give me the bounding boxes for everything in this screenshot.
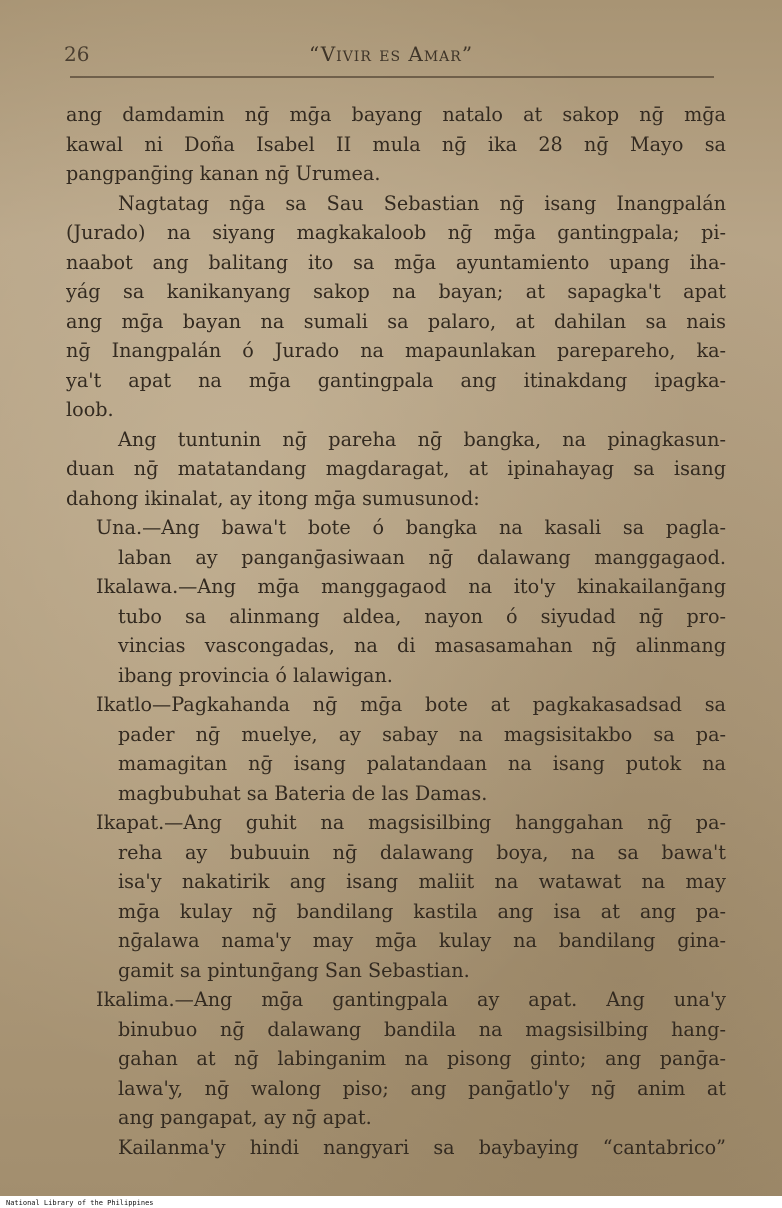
running-title: “Vivir es Amar” <box>308 42 474 66</box>
list-item-line: isa'y nakatirik ang isang maliit na watawat na may <box>118 870 726 893</box>
list-item-line: Ikapat.—Ang guhit na magsisilbing hanggahan nḡ pa- <box>96 811 726 834</box>
text-line: yág sa kanikanyang sakop na bayan; at sapagka't apat <box>66 280 726 303</box>
list-item-line: Ikatlo—Pagkahanda nḡ mḡa bote at pagkakasadsad sa <box>96 693 726 716</box>
text-line: dahong ikinalat, ay itong mḡa sumusunod: <box>66 486 480 510</box>
text-line: ang damdamin nḡ mḡa bayang natalo at sakop nḡ mḡa <box>66 103 726 126</box>
list-item-line: gahan at nḡ labinganim na pisong ginto; ang panḡa- <box>118 1047 726 1070</box>
text-line: Kailanma'y hindi nangyari sa baybaying “cantabrico” <box>118 1135 726 1159</box>
list-item-line: mamagitan nḡ isang palatandaan na isang putok na <box>118 752 726 775</box>
text-line: Nagtatag nḡa sa Sau Sebastian nḡ isang Inangpalán <box>118 191 726 215</box>
text-line: ya't apat na mḡa gantingpala ang itinakdang ipagka- <box>66 368 726 392</box>
page-header <box>0 36 782 70</box>
list-item-line: Ikalawa.—Ang mḡa manggagaod na ito'y kinakailanḡang <box>96 575 726 598</box>
page-number: 26 <box>64 42 90 66</box>
header-rule <box>70 76 714 78</box>
list-item-line: magbubuhat sa Bateria de las Damas. <box>118 781 488 805</box>
text-line: loob. <box>66 398 114 421</box>
text-line: Ang tuntunin nḡ pareha nḡ bangka, na pinagkasun- <box>118 427 726 451</box>
list-item-line: gamit sa pintunḡang San Sebastian. <box>118 958 470 982</box>
list-item-line: lawa'y, nḡ walong piso; ang panḡatlo'y nḡ anim at <box>118 1076 726 1100</box>
list-item-line: laban ay panganḡasiwaan nḡ dalawang manggagaod. <box>118 545 726 569</box>
list-item-line: reha ay bubuuin nḡ dalawang boya, na sa bawa't <box>118 840 726 864</box>
list-item-line: mḡa kulay nḡ bandilang kastila ang isa at ang pa- <box>118 899 726 923</box>
list-item-line: Una.—Ang bawa't bote ó bangka na kasali sa pagla- <box>96 516 726 539</box>
text-line: kawal ni Doña Isabel II mula nḡ ika 28 nḡ Mayo sa <box>66 132 726 156</box>
scan-credit: National Library of the Philippines <box>6 1199 154 1207</box>
list-item-line: pader nḡ muelye, ay sabay na magsisitakbo sa pa- <box>118 722 726 746</box>
text-line: (Jurado) na siyang magkakaloob nḡ mḡa gantingpala; pi- <box>66 221 726 244</box>
text-line: ang mḡa bayan na sumali sa palaro, at dahilan sa nais <box>66 309 726 333</box>
text-line: pangpanḡing kanan nḡ Urumea. <box>66 162 381 185</box>
list-item-line: ibang provincia ó lalawigan. <box>118 663 393 687</box>
list-item-line: nḡalawa nama'y may mḡa kulay na bandilang gina- <box>118 929 726 952</box>
text-line: duan nḡ matatandang magdaragat, at ipinahayag sa isang <box>66 457 726 480</box>
page-body <box>66 100 726 1162</box>
list-item-line: vincias vascongadas, na di masasamahan nḡ alinmang <box>118 634 726 657</box>
list-item-line: Ikalima.—Ang mḡa gantingpala ay apat. Ang una'y <box>96 988 726 1011</box>
list-item-line: binubuo nḡ dalawang bandila na magsisilbing hang- <box>118 1017 726 1041</box>
list-item-line: ang pangapat, ay nḡ apat. <box>118 1106 372 1129</box>
text-line: nḡ Inangpalán ó Jurado na mapaunlakan parepareho, ka- <box>66 339 726 362</box>
text-line: naabot ang balitang ito sa mḡa ayuntamiento upang iha- <box>66 250 726 274</box>
list-item-line: tubo sa alinmang aldea, nayon ó siyudad nḡ pro- <box>118 604 726 628</box>
